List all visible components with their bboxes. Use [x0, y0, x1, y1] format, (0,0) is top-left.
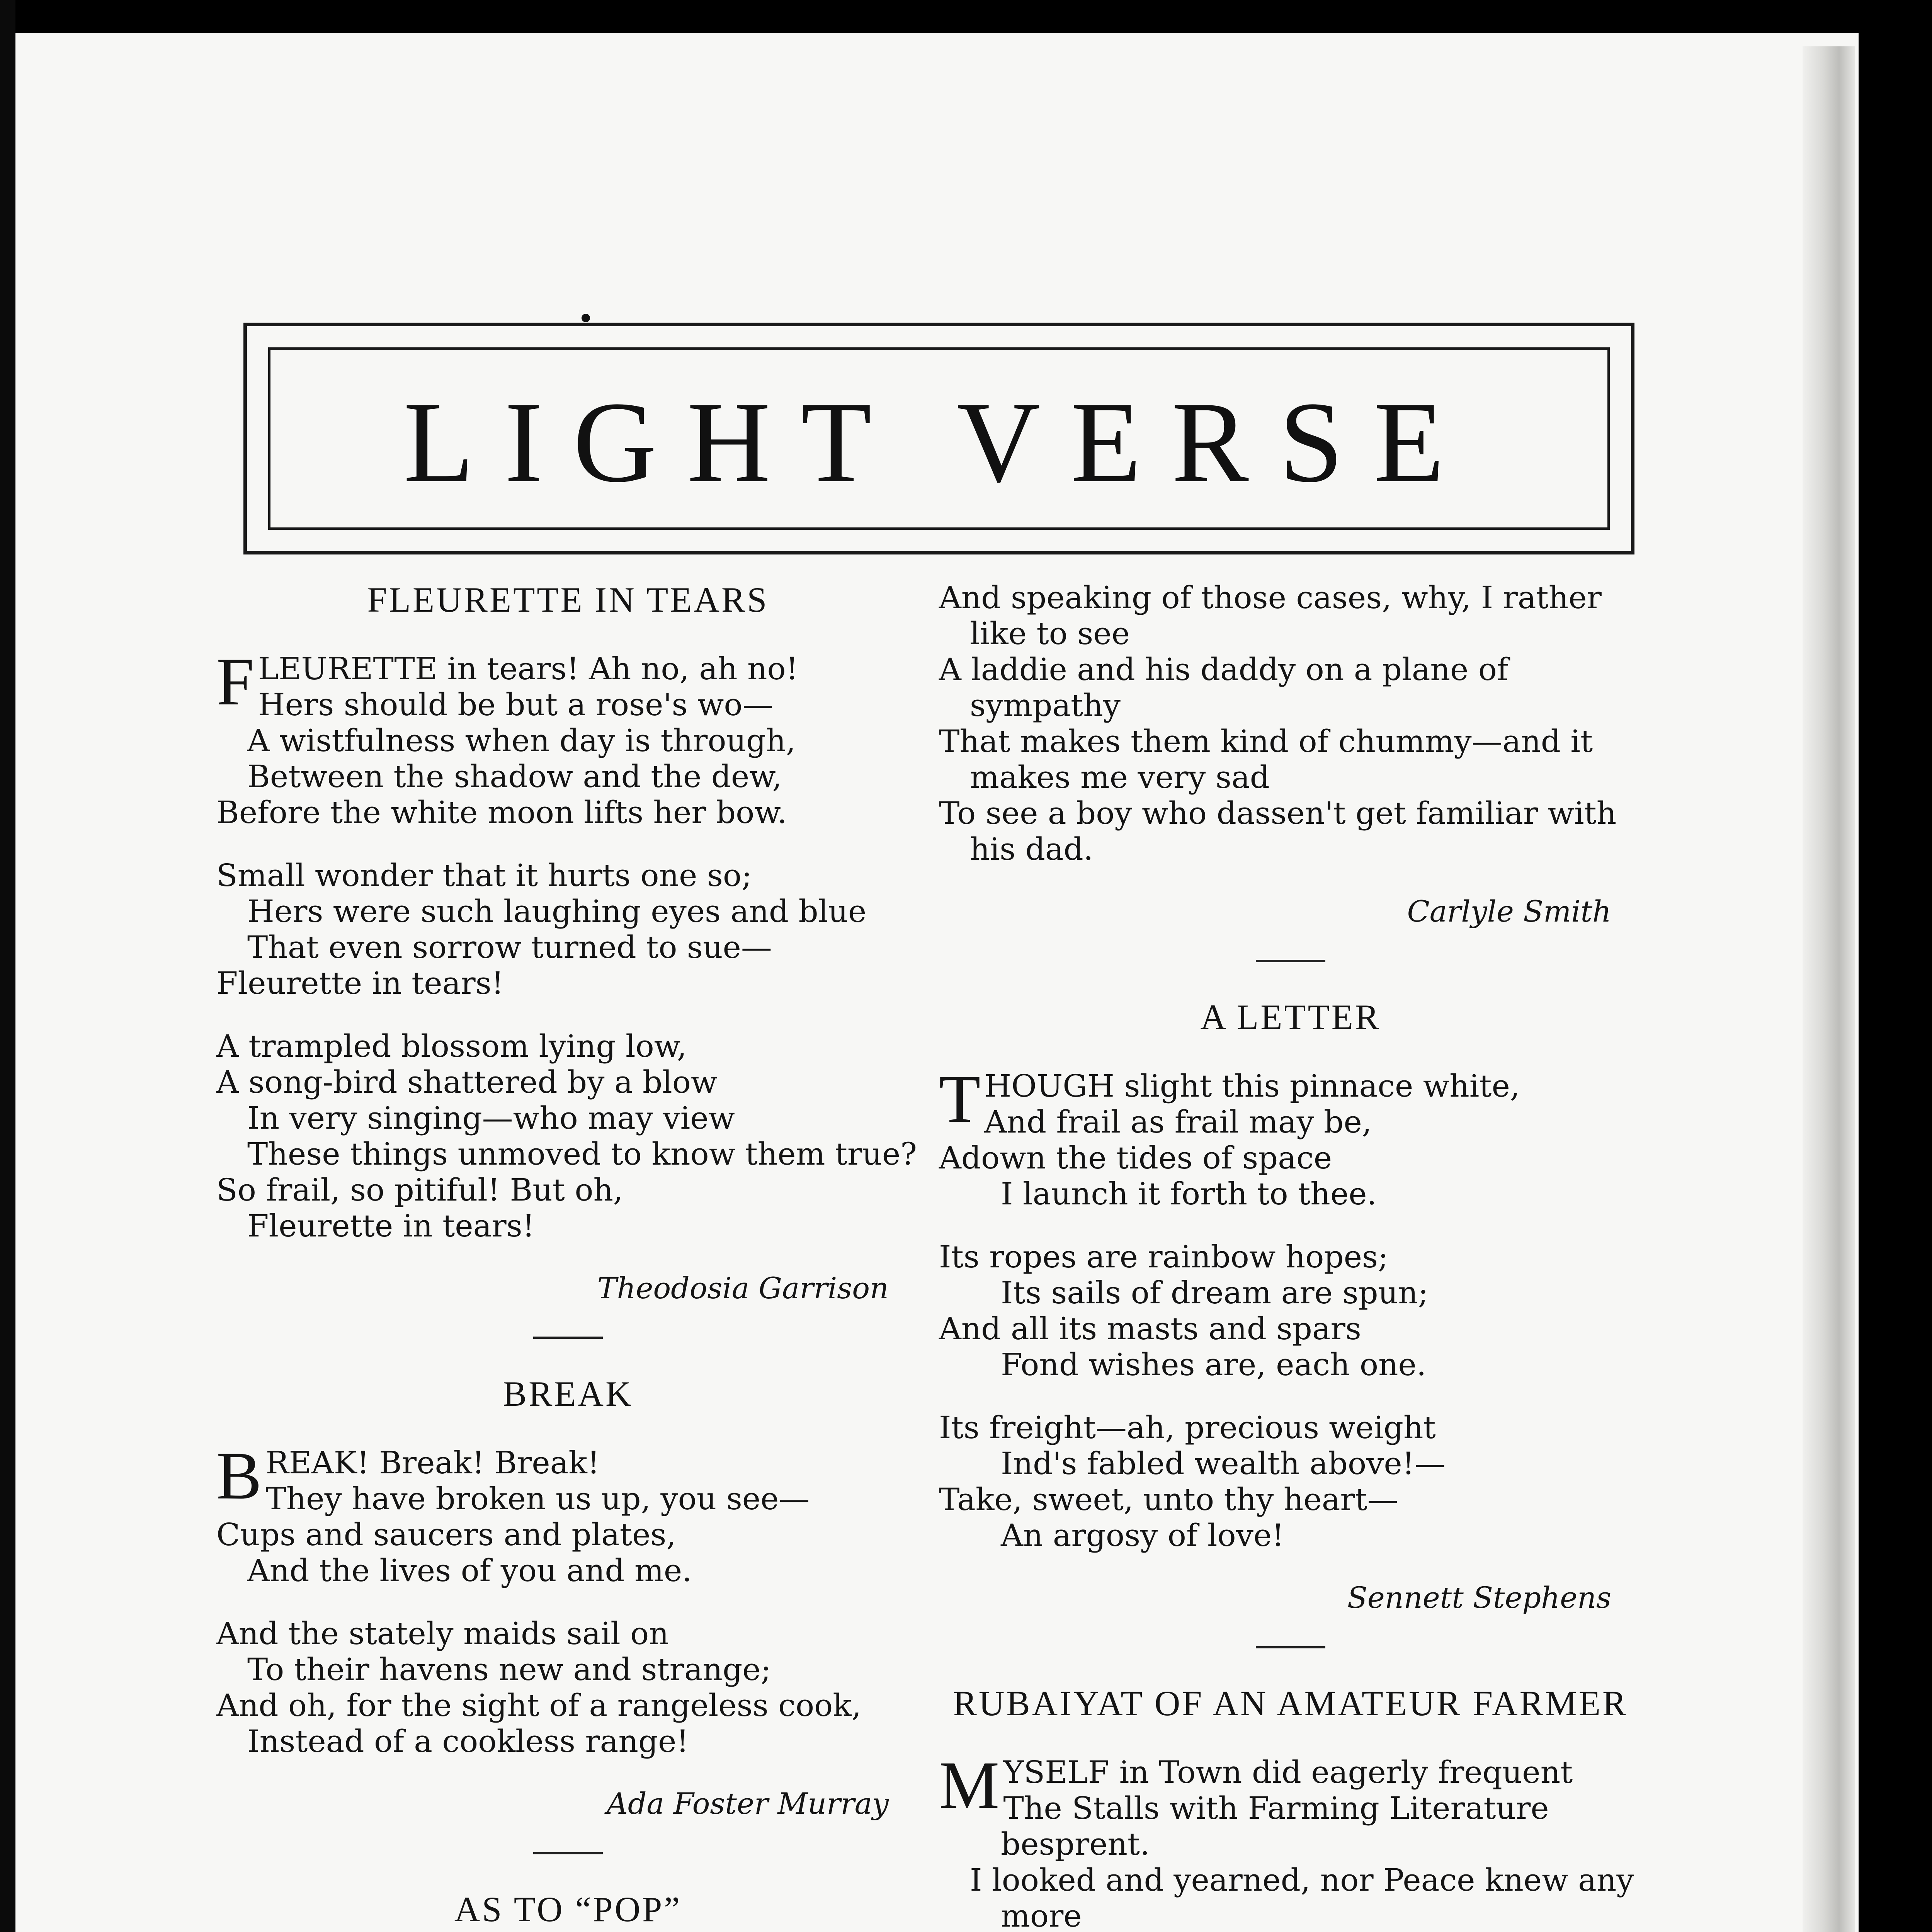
verse-line: A laddie and his daddy on a plane of — [939, 651, 1509, 687]
verse-line: YSELF in Town did eagerly frequent — [1003, 1754, 1573, 1790]
header-frame — [243, 323, 1634, 554]
verse-line: Fleurette in tears! — [216, 965, 504, 1001]
section-divider — [1256, 960, 1325, 962]
verse-line: The Stalls with Farming Literature — [1003, 1790, 1549, 1826]
drop-cap: M — [939, 1748, 1000, 1823]
verse-line: more — [1001, 1898, 1082, 1932]
page-title: LIGHT VERSE — [403, 378, 1475, 506]
drop-cap: T — [939, 1061, 981, 1137]
verse-line: Hers were such laughing eyes and blue — [247, 893, 867, 929]
verse-line: besprent. — [1001, 1826, 1150, 1862]
section-divider — [1256, 1646, 1325, 1648]
poem-title: FLEURETTE IN TEARS — [367, 580, 769, 619]
verse-line: Its ropes are rainbow hopes; — [939, 1239, 1388, 1275]
poem-a-letter — [939, 997, 1642, 1615]
stanza — [216, 1438, 920, 1588]
verse-line: That even sorrow turned to sue— — [247, 929, 772, 965]
verse-line: Small wonder that it hurts one so; — [216, 857, 752, 893]
left-column — [216, 580, 920, 1932]
verse-line: Fond wishes are, each one. — [1001, 1347, 1427, 1383]
stanza — [216, 857, 920, 1001]
poem-rubaiyat-of-an-amateur-farmer — [939, 1683, 1642, 1932]
verse-line: makes me very sad — [970, 759, 1270, 795]
verse-line: These things unmoved to know them true? — [247, 1136, 917, 1172]
right-column — [939, 580, 1642, 1932]
section-divider — [533, 1337, 603, 1339]
verse-line: Its freight—ah, precious weight — [939, 1410, 1436, 1446]
verse-line: Adown the tides of space — [939, 1140, 1332, 1176]
stanza — [216, 1028, 920, 1244]
verse-line: HOUGH slight this pinnace white, — [984, 1068, 1520, 1104]
poem-title: A LETTER — [1200, 997, 1381, 1037]
verse-line: Before the white moon lifts her bow. — [216, 794, 787, 830]
verse-line: Between the shadow and the dew, — [247, 759, 782, 794]
stanza — [216, 644, 920, 830]
stanza — [939, 1410, 1642, 1553]
poem-title: BREAK — [503, 1374, 633, 1413]
section-divider — [533, 1852, 603, 1854]
stanza — [216, 1616, 920, 1759]
verse-line: like to see — [970, 616, 1130, 651]
verse-line: Hers should be but a rose's wo— — [258, 687, 774, 723]
verse-line: Cups and saucers and plates, — [216, 1517, 676, 1553]
poem-as-to-pop — [216, 1889, 920, 1932]
poem-title: AS TO “POP” — [454, 1889, 682, 1929]
verse-line: I looked and yearned, nor Peace knew any — [970, 1862, 1634, 1898]
verse-line: So frail, so pitiful! But oh, — [216, 1172, 623, 1208]
stanza — [939, 1239, 1642, 1383]
verse-line: A wistfulness when day is through, — [247, 723, 796, 759]
verse-line: And the stately maids sail on — [216, 1616, 669, 1651]
poem-author: Theodosia Garrison — [597, 1271, 889, 1305]
header-ornament-dot — [582, 314, 590, 322]
verse-line: And speaking of those cases, why, I rather — [939, 580, 1602, 616]
poem-author: Ada Foster Murray — [606, 1786, 889, 1821]
poem-author: Carlyle Smith — [1407, 894, 1611, 929]
verse-line: Fleurette in tears! — [247, 1208, 535, 1244]
verse-line: REAK! Break! Break! — [265, 1445, 600, 1481]
verse-line: LEURETTE in tears! Ah no, ah no! — [258, 651, 798, 687]
poem-break — [216, 1374, 920, 1821]
drop-cap: B — [216, 1438, 262, 1514]
verse-line: That makes them kind of chummy—and it — [939, 723, 1593, 759]
poem-title: RUBAIYAT OF AN AMATEUR FARMER — [953, 1684, 1628, 1723]
verse-line: To see a boy who dassen't get familiar with — [939, 795, 1617, 831]
drop-cap: F — [216, 644, 254, 719]
page-spine-shadow — [1803, 46, 1855, 1932]
binding-edge — [0, 0, 15, 1932]
stanza — [939, 580, 1642, 867]
verse-line: A song-bird shattered by a blow — [216, 1064, 718, 1100]
verse-line: Its sails of dream are spun; — [1001, 1275, 1429, 1311]
verse-line: And frail as frail may be, — [984, 1104, 1372, 1140]
verse-line: I launch it forth to thee. — [1001, 1176, 1377, 1212]
verse-line: his dad. — [970, 831, 1094, 867]
verse-line: A trampled blossom lying low, — [216, 1028, 687, 1064]
verse-line: An argosy of love! — [1001, 1517, 1284, 1553]
verse-line: Take, sweet, unto thy heart— — [939, 1481, 1398, 1517]
verse-line: And the lives of you and me. — [247, 1553, 692, 1588]
poem-fleurette-in-tears — [216, 580, 920, 1306]
verse-line: In very singing—who may view — [247, 1100, 735, 1136]
verse-line: Ind's fabled wealth above!— — [1001, 1446, 1446, 1481]
poem-author: Sennett Stephens — [1347, 1580, 1611, 1615]
stanza — [939, 1748, 1642, 1932]
poem-continued — [939, 580, 1642, 929]
verse-line: And all its masts and spars — [939, 1311, 1361, 1347]
stanza — [939, 1061, 1642, 1212]
verse-line: They have broken us up, you see— — [265, 1481, 810, 1517]
verse-line: Instead of a cookless range! — [247, 1723, 689, 1759]
verse-line: sympathy — [970, 687, 1121, 723]
verse-line: To their havens new and strange; — [247, 1651, 771, 1687]
verse-line: And oh, for the sight of a rangeless cook, — [216, 1687, 862, 1723]
